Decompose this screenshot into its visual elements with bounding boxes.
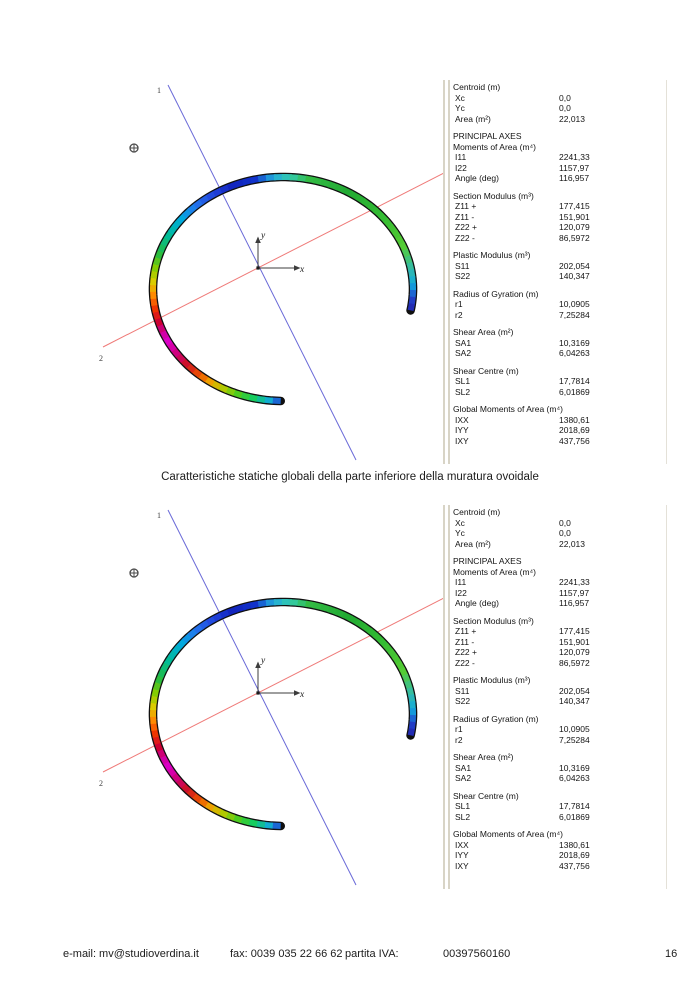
panel-right-edge-1: [666, 80, 667, 464]
property-group: [452, 675, 664, 707]
principal-axis-1-label: 1: [157, 86, 161, 95]
figure-caption: Caratteristiche statiche globali della parte inferiore della muratura ovoidale: [161, 471, 539, 483]
property-row: [452, 598, 664, 609]
property-group: [452, 327, 664, 359]
local-y-axis-arrowhead: [255, 662, 261, 669]
property-label: r1: [455, 724, 463, 734]
property-value: 22,013: [559, 538, 585, 549]
property-group-header: Moments of Area (m⁴): [453, 141, 537, 152]
property-label: SA1: [455, 337, 472, 348]
property-label: r2: [455, 309, 463, 320]
property-label: SA2: [455, 348, 472, 358]
property-row: [452, 647, 664, 658]
property-value: 1157,97: [559, 587, 590, 598]
property-value: 116,957: [559, 173, 590, 183]
property-label: Z11 +: [455, 626, 477, 636]
property-group: [452, 791, 664, 823]
property-label: Yc: [455, 528, 465, 538]
property-label: Area (m²): [455, 113, 491, 124]
property-group-header: Centroid (m): [453, 507, 501, 517]
property-row: [452, 763, 664, 774]
property-value: 10,3169: [559, 337, 590, 348]
property-row: [452, 222, 664, 233]
property-group-header: Moments of Area (m⁴): [453, 566, 537, 577]
property-label: I11: [455, 577, 467, 587]
property-group-header: Shear Centre (m): [453, 365, 519, 376]
property-value: 2241,33: [559, 152, 590, 162]
local-x-axis-label: x: [300, 265, 305, 275]
property-label: Xc: [455, 92, 465, 103]
property-group-header: PRINCIPAL AXES: [453, 131, 522, 141]
property-group-header: Section Modulus (m³): [453, 615, 534, 626]
property-group-header: Plastic Modulus (m³): [453, 675, 531, 685]
property-row: [452, 735, 664, 746]
principal-axis-1-label: 1: [157, 511, 161, 520]
property-label: IYY: [455, 425, 469, 435]
property-label: IXX: [455, 839, 469, 850]
property-row: [452, 626, 664, 637]
centroid-origin-marker: [256, 691, 259, 694]
property-label: IXY: [455, 435, 469, 446]
property-row: [452, 801, 664, 812]
property-row: [452, 696, 664, 707]
property-label: IYY: [455, 850, 469, 860]
property-value: 1380,61: [559, 414, 590, 425]
property-group: [452, 250, 664, 282]
property-value: 202,054: [559, 260, 590, 271]
property-row: [452, 376, 664, 387]
property-group: [452, 404, 664, 446]
property-group-header: Radius of Gyration (m): [453, 713, 539, 724]
property-value: 6,04263: [559, 773, 590, 783]
property-value: 140,347: [559, 271, 590, 281]
property-row: [452, 233, 664, 244]
property-row: [452, 348, 664, 359]
page-number: 16: [665, 948, 678, 960]
property-group-header: Centroid (m): [453, 82, 501, 92]
property-label: S11: [455, 685, 470, 696]
property-row: [452, 201, 664, 212]
property-value: 6,01869: [559, 811, 590, 822]
centroid-origin-marker: [256, 266, 259, 269]
property-row: [452, 114, 664, 125]
property-row: [452, 299, 664, 310]
property-value: 0,0: [559, 92, 571, 103]
property-value: 86,5972: [559, 232, 590, 243]
footer-fax: fax: 0039 035 22 66 62: [230, 948, 343, 960]
property-value: 17,7814: [559, 801, 590, 811]
property-value: 6,04263: [559, 348, 590, 358]
page-footer: [0, 948, 700, 964]
local-x-axis-label: x: [300, 690, 305, 700]
property-value: 7,25284: [559, 309, 590, 320]
property-group: [452, 131, 664, 184]
property-label: r1: [455, 299, 463, 309]
property-value: 10,0905: [559, 299, 590, 309]
property-label: IXY: [455, 860, 469, 871]
property-label: SL2: [455, 811, 471, 822]
property-group-header: Section Modulus (m³): [453, 190, 534, 201]
principal-axis-2-label: 2: [99, 779, 103, 788]
property-value: 0,0: [559, 517, 571, 528]
property-row: [452, 425, 664, 436]
property-label: S22: [455, 271, 471, 281]
property-row: [452, 387, 664, 398]
section-figure-canvas-1: [90, 78, 446, 468]
property-label: Yc: [455, 103, 465, 113]
property-label: Z22 +: [455, 647, 477, 657]
section-ring-segment: [411, 729, 412, 736]
property-label: IXX: [455, 414, 469, 425]
property-label: Z11 -: [455, 211, 475, 222]
property-value: 177,415: [559, 626, 590, 636]
property-label: Z22 -: [455, 657, 475, 668]
property-value: 437,756: [559, 435, 590, 446]
property-row: [452, 261, 664, 272]
property-row: [452, 588, 664, 599]
property-row: [452, 577, 664, 588]
property-row: [452, 637, 664, 648]
property-row: [452, 528, 664, 539]
property-row: [452, 773, 664, 784]
property-label: r2: [455, 734, 463, 745]
local-y-axis-label: y: [261, 231, 266, 241]
property-value: 202,054: [559, 685, 590, 696]
property-row: [452, 850, 664, 861]
property-value: 140,347: [559, 696, 590, 706]
property-row: [452, 338, 664, 349]
section-ring-segment: [411, 304, 412, 311]
property-label: Area (m²): [455, 538, 491, 549]
property-row: [452, 152, 664, 163]
property-label: SL1: [455, 801, 471, 811]
property-label: I22: [455, 587, 467, 598]
property-value: 151,901: [559, 211, 590, 222]
property-value: 6,01869: [559, 386, 590, 397]
property-value: 7,25284: [559, 734, 590, 745]
property-value: 2241,33: [559, 577, 590, 587]
property-value: 437,756: [559, 860, 590, 871]
property-row: [452, 539, 664, 550]
property-value: 116,957: [559, 598, 590, 608]
property-label: Angle (deg): [455, 173, 499, 183]
property-label: S22: [455, 696, 471, 706]
property-row: [452, 212, 664, 223]
property-group: [452, 829, 664, 871]
property-value: 151,901: [559, 636, 590, 647]
property-value: 2018,69: [559, 850, 590, 860]
footer-vat-label: partita IVA:: [345, 948, 399, 960]
property-value: 2018,69: [559, 425, 590, 435]
property-value: 177,415: [559, 201, 590, 211]
property-group: [452, 556, 664, 609]
property-row: [452, 163, 664, 174]
property-group: [452, 289, 664, 321]
property-value: 10,3169: [559, 762, 590, 773]
property-value: 1380,61: [559, 839, 590, 850]
property-row: [452, 271, 664, 282]
property-group: [452, 616, 664, 669]
property-group-header: Shear Area (m²): [453, 752, 514, 762]
property-value: 86,5972: [559, 657, 590, 668]
property-group-header: Shear Area (m²): [453, 327, 514, 337]
property-label: SA1: [455, 762, 472, 773]
property-value: 120,079: [559, 647, 590, 657]
property-value: 1157,97: [559, 162, 590, 173]
property-value: 0,0: [559, 103, 571, 113]
property-row: [452, 310, 664, 321]
property-label: SL2: [455, 386, 471, 397]
property-label: Angle (deg): [455, 598, 499, 608]
property-row: [452, 436, 664, 447]
section-properties-panel-2: [452, 507, 664, 878]
panel-splitter-1: [443, 80, 450, 464]
property-row: [452, 658, 664, 669]
property-group: [452, 191, 664, 244]
property-row: [452, 861, 664, 872]
property-group: [452, 82, 664, 124]
section-figure-canvas-2: [90, 503, 446, 893]
property-row: [452, 812, 664, 823]
property-group-header: PRINCIPAL AXES: [453, 556, 522, 566]
property-value: 120,079: [559, 222, 590, 232]
property-label: SA2: [455, 773, 472, 783]
property-row: [452, 103, 664, 114]
footer-email: e-mail: mv@studioverdina.it: [63, 948, 199, 960]
property-row: [452, 415, 664, 426]
property-group: [452, 752, 664, 784]
property-row: [452, 840, 664, 851]
property-label: SL1: [455, 376, 471, 386]
property-group-header: Global Moments of Area (m⁴): [453, 404, 563, 414]
property-label: Xc: [455, 517, 465, 528]
property-group-header: Global Moments of Area (m⁴): [453, 829, 563, 839]
property-label: I22: [455, 162, 467, 173]
property-group-header: Radius of Gyration (m): [453, 288, 539, 299]
panel-right-edge-2: [666, 505, 667, 889]
property-group: [452, 714, 664, 746]
property-row: [452, 724, 664, 735]
property-label: S11: [455, 260, 470, 271]
footer-vat-number: 00397560160: [443, 948, 511, 960]
local-y-axis-arrowhead: [255, 237, 261, 244]
property-group-header: Shear Centre (m): [453, 790, 519, 801]
property-row: [452, 518, 664, 529]
property-group-header: Plastic Modulus (m³): [453, 250, 531, 260]
local-y-axis-label: y: [261, 656, 266, 666]
property-value: 10,0905: [559, 724, 590, 734]
property-label: I11: [455, 152, 467, 162]
panel-splitter-2: [443, 505, 450, 889]
property-label: Z11 +: [455, 201, 477, 211]
principal-axis-2-label: 2: [99, 354, 103, 363]
property-value: 22,013: [559, 113, 585, 124]
property-label: Z22 +: [455, 222, 477, 232]
property-row: [452, 173, 664, 184]
property-label: Z22 -: [455, 232, 475, 243]
property-row: [452, 686, 664, 697]
section-properties-panel-1: [452, 82, 664, 453]
property-group: [452, 366, 664, 398]
property-label: Z11 -: [455, 636, 475, 647]
property-value: 0,0: [559, 528, 571, 538]
property-group: [452, 507, 664, 549]
property-row: [452, 93, 664, 104]
property-value: 17,7814: [559, 376, 590, 386]
